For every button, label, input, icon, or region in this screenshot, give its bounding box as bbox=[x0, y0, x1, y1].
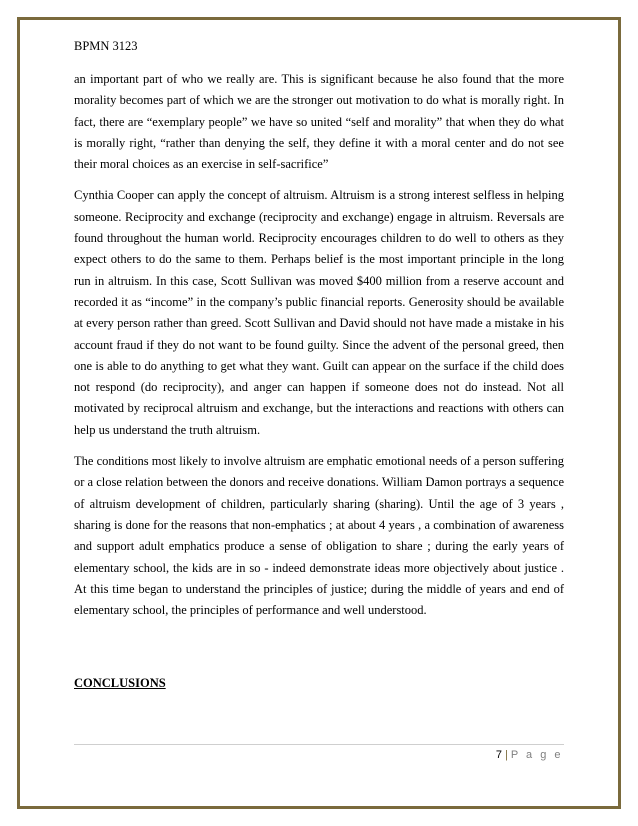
footer-separator: | bbox=[504, 749, 508, 761]
page-label: P a g e bbox=[510, 749, 563, 761]
paragraph-1: an important part of who we really are. This is significant because he also found that the more morality becomes part of which we are the stronger out motivation to do what is morally right. In fact, there are “exemplary people” we have so united “self and morality” that when they do what is morally right, “rather than denying the self, they define it with a moral center and do not see their moral choices as an exercise in self-sacrifice” bbox=[74, 72, 564, 172]
page-footer bbox=[496, 749, 563, 761]
page-number: 7 bbox=[495, 749, 502, 761]
course-code-header: BPMN 3123 bbox=[74, 39, 138, 53]
conclusions-heading: CONCLUSIONS bbox=[74, 676, 166, 690]
document-body bbox=[74, 69, 564, 631]
paragraph-2: Cynthia Cooper can apply the concept of altruism. Altruism is a strong interest selfless in helping someone. Reciprocity and exchange (reciprocity and exchange) engage in altruism. Reversals are found throughout the human world. Reciprocity encourages children to do well to others as they expect others to do the same to them. Perhaps belief is the most important principle in the long run in altruism. In this case, Scott Sullivan was moved $400 million from a reserve account and recorded it as “income” in the company’s public financial reports. Generosity should be available at every person rather than greed. Scott Sullivan and David should not have made a mistake in his account fraud if they do not want to be found guilty. Since the advent of the personal greed, then one is able to do anything to get what they want. Guilt can appear on the surface if the child does not respond (do reciprocity), and anger can happen if someone does not do instead. Not all motivated by reciprocal altruism and exchange, but the interactions and reactions with others can help us understand the truth altruism. bbox=[74, 188, 564, 437]
paragraph-3: The conditions most likely to involve altruism are emphatic emotional needs of a person suffering or a close relation between the donors and receive donations. William Damon portrays a sequence of altruism development of children, particularly sharing (sharing). Until the age of 3 years , sharing is done for the reasons that non-emphatics ; at about 4 years , a combination of awareness and support adult emphatics produce a sense of obligation to share ; during the early years of elementary school, the kids are in so - indeed demonstrate ideas more objectively about justice . At this time began to understand the principles of justice; during the middle of years and end of elementary school, the principles of performance and well understood. bbox=[74, 454, 564, 618]
footer-divider bbox=[74, 744, 564, 745]
